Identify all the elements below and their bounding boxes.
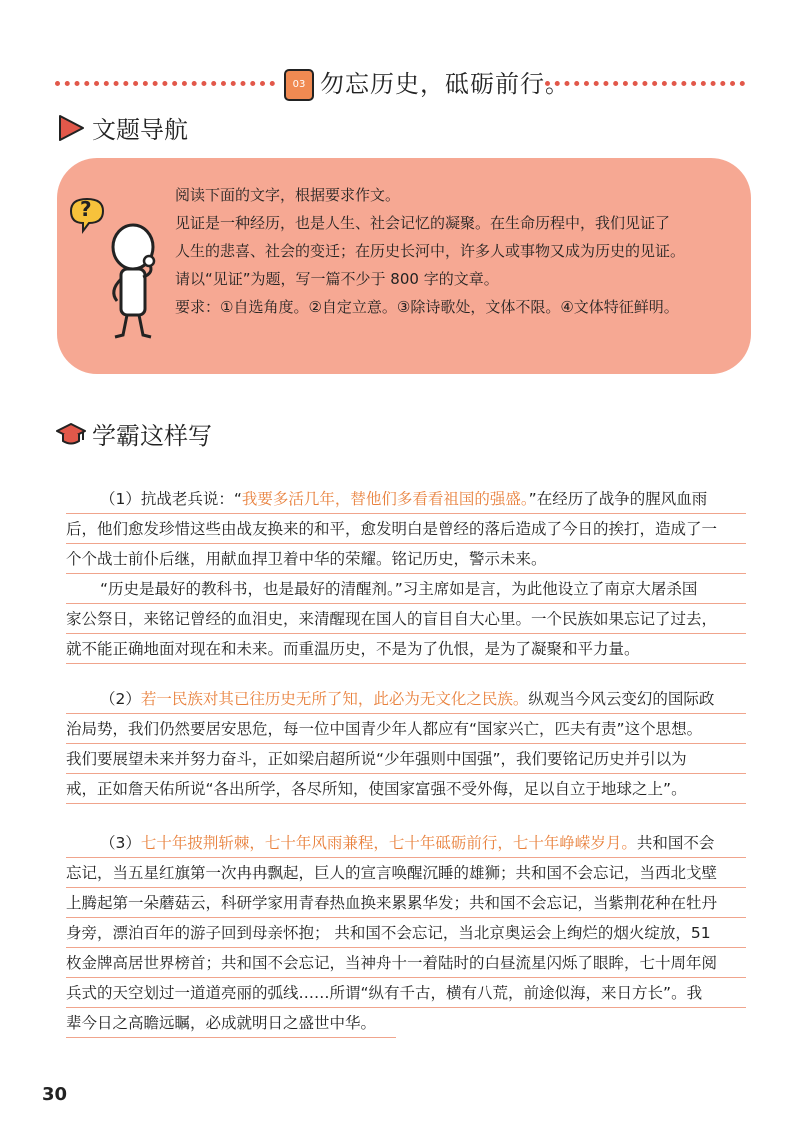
text-line: 戒，正如詹天佑所说“各出所学，各尽所知，使国家富强不受外侮，足以自立于地球之上”。 xyxy=(66,774,746,804)
section-heading-nav xyxy=(56,110,188,145)
text-line: （2）若一民族对其已往历史无所了知，此必为无文化之民族。纵观当今风云变幻的国际政 xyxy=(66,684,746,714)
bubble-question-mark: ? xyxy=(80,197,92,221)
text-line: （1）抗战老兵说：“我要多活几年，替他们多看看祖国的强盛。”在经历了战争的腥风血雨 xyxy=(66,484,746,514)
paragraph-4 xyxy=(66,828,746,1038)
text-line: 家公祭日，来铭记曾经的血泪史，来清醒现在国人的盲目自大心里。一个民族如果忘记了过去， xyxy=(66,604,746,634)
section-heading-sample xyxy=(56,416,212,451)
prompt-text xyxy=(175,181,745,321)
header-dots-right xyxy=(545,81,745,86)
text-line: 兵式的天空划过一道道亮丽的弧线……所谓“纵有千古，横有八荒，前途似海，来日方长”。我 xyxy=(66,978,746,1008)
text-line: 我们要展望未来并努力奋斗，正如梁启超所说“少年强则中国强”，我们要铭记历史并引以为 xyxy=(66,744,746,774)
text-line: 后，他们愈发珍惜这些由战友换来的和平，愈发明白是曾经的落后造成了今日的挨打，造成了一 xyxy=(66,514,746,544)
play-icon xyxy=(56,113,86,143)
text-line: 枚金牌高居世界榜首；共和国不会忘记，当神舟十一着陆时的白昼流星闪烁了眼眸，七十周年阅 xyxy=(66,948,746,978)
section-title-sample: 学霸这样写 xyxy=(92,422,212,450)
section-title-nav: 文题导航 xyxy=(92,116,188,144)
quote-highlight: 七十年披荆斩棘，七十年风雨兼程，七十年砥砺前行，七十年峥嵘岁月。 xyxy=(140,834,637,852)
text-line: 身旁，漂泊百年的游子回到母亲怀抱； 共和国不会忘记，当北京奥运会上绚烂的烟火绽放，51 xyxy=(66,918,746,948)
header-badge: 03 xyxy=(284,69,314,101)
paragraph-3 xyxy=(66,684,746,804)
paragraph-2 xyxy=(66,574,746,664)
text-line: 治局势，我们仍然要居安思危，每一位中国青少年人都应有“国家兴亡，匹夫有责”这个思想。 xyxy=(66,714,746,744)
prompt-line: 见证是一种经历，也是人生、社会记忆的凝聚。在生命历程中，我们见证了 xyxy=(175,214,671,232)
text-line: 个个战士前仆后继，用献血捍卫着中华的荣耀。铭记历史，警示未来。 xyxy=(66,544,746,574)
quote-highlight: 我要多活几年，替他们多看看祖国的强盛。 xyxy=(241,490,529,508)
prompt-line: 阅读下面的文字，根据要求作文。 xyxy=(175,186,401,204)
prompt-line: 请以“见证”为题，写一篇不少于 800 字的文章。 xyxy=(175,270,499,288)
prompt-line: 人生的悲喜、社会的变迁；在历史长河中，许多人或事物又成为历史的见证。 xyxy=(175,242,686,260)
text-line: 忘记，当五星红旗第一次冉冉飘起，巨人的宣言唤醒沉睡的雄狮；共和国不会忘记，当西北戈壁 xyxy=(66,858,746,888)
page-number: 30 xyxy=(42,1084,68,1105)
text-line: “历史是最好的教科书，也是最好的清醒剂。”习主席如是言，为此他设立了南京大屠杀国 xyxy=(66,574,746,604)
text-line: 就不能正确地面对现在和未来。而重温历史，不是为了仇恨，是为了凝聚和平力量。 xyxy=(66,634,746,664)
text-line: 辈今日之高瞻远瞩，必成就明日之盛世中华。 xyxy=(66,1008,396,1038)
paragraph-1 xyxy=(66,484,746,574)
quote-highlight: 若一民族对其已往历史无所了知，此必为无文化之民族。 xyxy=(140,690,529,708)
prompt-line: 要求：①自选角度。②自定立意。③除诗歌处，文体不限。④文体特征鲜明。 xyxy=(175,298,679,316)
text-line: 上腾起第一朵蘑菇云，科研学家用青春热血换来累累华发；共和国不会忘记，当紫荆花种在牡丹 xyxy=(66,888,746,918)
text-line: （3）七十年披荆斩棘，七十年风雨兼程，七十年砥砺前行，七十年峥嵘岁月。共和国不会 xyxy=(66,828,746,858)
graduation-cap-icon xyxy=(56,419,86,449)
header-dots-left xyxy=(55,81,275,86)
header-title: 勿忘历史，砥砺前行。 xyxy=(320,70,570,98)
